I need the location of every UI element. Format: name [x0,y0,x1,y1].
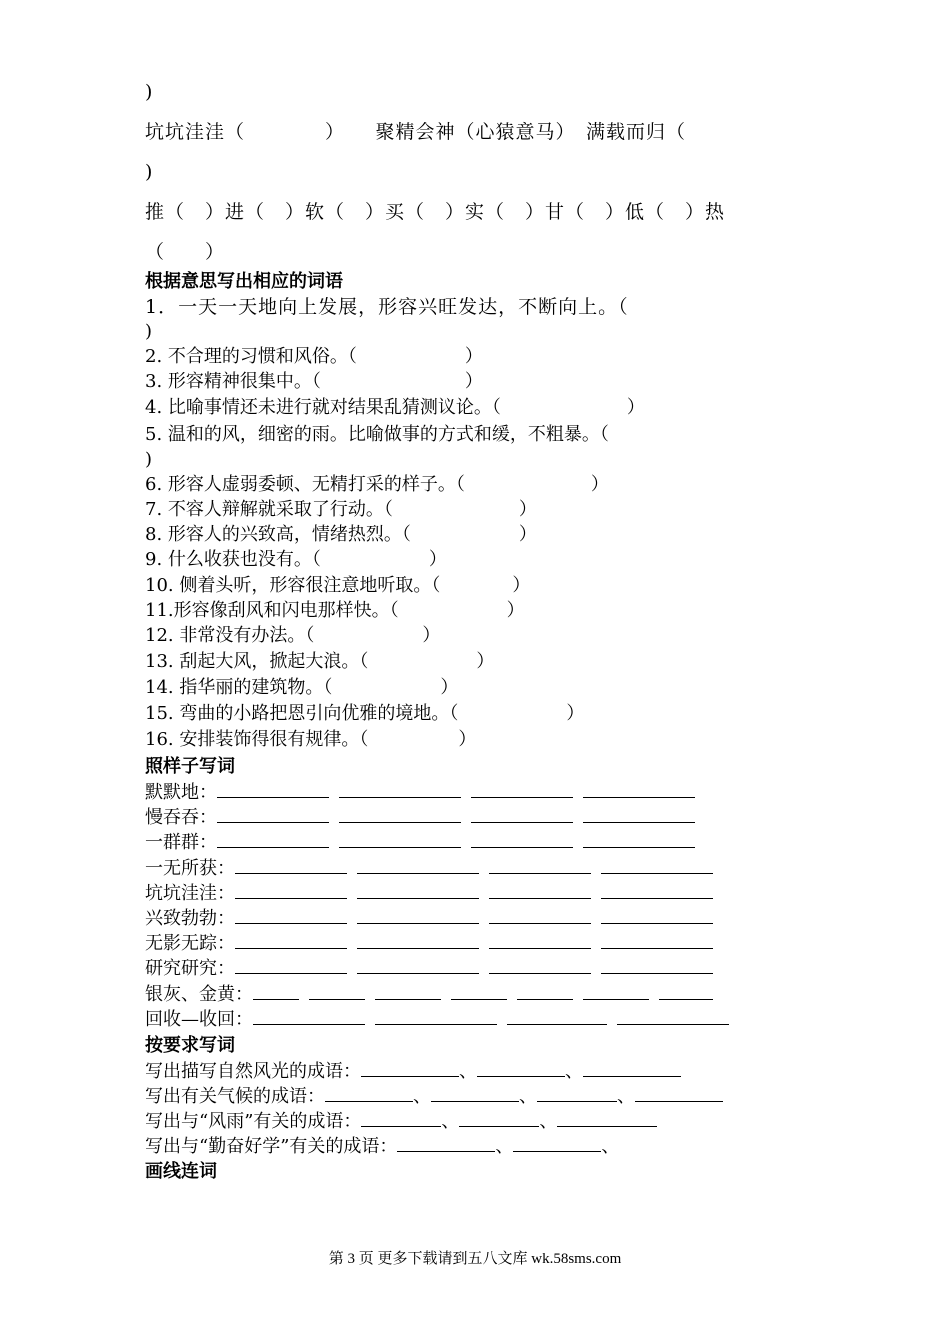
idiom-row [145,1085,733,1109]
blank-line[interactable] [659,983,713,1000]
section-heading: 按要求写词 [145,1035,235,1056]
fill-row [145,882,723,906]
blank-line[interactable] [471,806,573,823]
fill-row [145,907,723,931]
fill-row [145,983,723,1007]
question-item: 11.形容像刮风和闪电那样快。（ ） [145,600,525,621]
fill-row [145,831,705,855]
question-item: 15. 弯曲的小路把恩引向优雅的境地。（ ） [145,703,585,724]
section-heading: 画线连词 [145,1161,217,1182]
fill-row-label: 默默地： [145,782,217,803]
blank-line[interactable] [601,932,713,949]
blank-line[interactable] [253,983,299,1000]
blank-line[interactable] [235,857,347,874]
question-item: 16. 安排装饰得很有规律。（ ） [145,729,477,750]
question-item: 9. 什么收获也没有。（ ） [145,549,447,570]
fill-row-label: 一群群： [145,832,217,853]
separator: 、 [441,1111,460,1132]
question-item: 5. 温和的风，细密的雨。比喻做事的方式和缓，不粗暴。（ [145,424,609,445]
blank-line[interactable] [557,1110,657,1127]
question-item: 8. 形容人的兴致高，情绪热烈。（ ） [145,524,537,545]
blank-line[interactable] [537,1085,617,1102]
blank-line[interactable] [253,1008,365,1025]
blank-line[interactable] [583,831,695,848]
fill-row [145,857,723,881]
page-footer: 第 3 页 更多下载请到五八文库 wk.58sms.com [328,1251,622,1267]
blank-line[interactable] [489,932,591,949]
question-item: 2. 不合理的习惯和风俗。（ ） [145,346,483,367]
blank-line[interactable] [357,957,479,974]
separator: 、 [495,1136,514,1157]
blank-line[interactable] [459,1110,539,1127]
blank-line[interactable] [583,983,649,1000]
separator: 、 [601,1136,620,1157]
blank-line[interactable] [375,983,441,1000]
fill-row-label: 银灰、金黄： [145,984,253,1005]
fill-row-label: 研究研究： [145,958,235,979]
blank-line[interactable] [513,1135,601,1152]
blank-line[interactable] [217,831,329,848]
question-item: 3. 形容精神很集中。（ ） [145,371,483,392]
text-line: 坑坑洼洼（ ） 聚精会神（心猿意马） 满载而归（ [145,121,687,143]
blank-line[interactable] [601,857,713,874]
blank-line[interactable] [361,1110,441,1127]
blank-line[interactable] [235,882,347,899]
fill-row-label: 回收—收回： [145,1009,253,1030]
separator: 、 [539,1111,558,1132]
idiom-row [145,1060,691,1084]
question-item: 4. 比喻事情还未进行就对结果乱猜测议论。（ ） [145,397,645,418]
blank-line[interactable] [339,781,461,798]
blank-line[interactable] [583,1060,681,1077]
question-item: ) [145,321,153,342]
blank-line[interactable] [489,957,591,974]
idiom-row-label: 写出有关气候的成语： [145,1086,325,1107]
blank-line[interactable] [601,882,713,899]
question-item: 6. 形容人虚弱委顿、无精打采的样子。（ ） [145,474,609,495]
text-line: ) [145,161,154,183]
blank-line[interactable] [357,857,479,874]
idiom-row [145,1110,667,1134]
blank-line[interactable] [235,932,347,949]
blank-line[interactable] [235,907,347,924]
fill-row-label: 慢吞吞： [145,807,217,828]
question-item: ) [145,449,153,470]
blank-line[interactable] [471,831,573,848]
idiom-row-label: 写出与“风雨”有关的成语： [145,1111,362,1132]
blank-line[interactable] [309,983,365,1000]
fill-row-label: 无影无踪： [145,933,235,954]
blank-line[interactable] [489,857,591,874]
blank-line[interactable] [339,806,461,823]
question-item: 14. 指华丽的建筑物。（ ） [145,677,459,698]
section-heading: 根据意思写出相应的词语 [145,271,343,292]
section-heading: 照样子写词 [145,756,235,777]
blank-line[interactable] [357,932,479,949]
blank-line[interactable] [471,781,573,798]
fill-row [145,1008,739,1032]
blank-line[interactable] [601,907,713,924]
fill-row-label: 兴致勃勃： [145,908,235,929]
blank-line[interactable] [583,806,695,823]
blank-line[interactable] [517,983,573,1000]
question-item: 10. 侧着头听，形容很注意地听取。（ ） [145,575,531,596]
question-item: 13. 刮起大风，掀起大浪。（ ） [145,651,495,672]
blank-line[interactable] [635,1085,723,1102]
separator: 、 [459,1061,477,1082]
fill-row [145,957,723,981]
separator: 、 [565,1061,583,1082]
blank-line[interactable] [357,882,479,899]
text-line: （ ） [145,241,226,263]
fill-row [145,781,705,805]
blank-line[interactable] [617,1008,729,1025]
blank-line[interactable] [451,983,507,1000]
fill-row [145,932,723,956]
separator: 、 [519,1086,537,1107]
text-line: ) [145,81,154,103]
idiom-row-label: 写出描写自然风光的成语： [145,1061,361,1082]
blank-line[interactable] [217,806,329,823]
question-item: 12. 非常没有办法。（ ） [145,625,441,646]
blank-line[interactable] [431,1085,519,1102]
idiom-row [145,1135,619,1159]
fill-row-label: 坑坑洼洼： [145,883,235,904]
blank-line[interactable] [489,882,591,899]
blank-line[interactable] [235,957,347,974]
blank-line[interactable] [357,907,479,924]
text-line: 推（ ）进（ ）软（ ）买（ ）实（ ）甘（ ）低（ ）热 [145,201,726,223]
blank-line[interactable] [375,1008,497,1025]
blank-line[interactable] [489,907,591,924]
blank-line[interactable] [361,1060,459,1077]
separator: 、 [413,1086,431,1107]
blank-line[interactable] [397,1135,495,1152]
blank-line[interactable] [217,781,329,798]
blank-line[interactable] [339,831,461,848]
blank-line[interactable] [325,1085,413,1102]
blank-line[interactable] [601,957,713,974]
blank-line[interactable] [583,781,695,798]
separator: 、 [617,1086,635,1107]
question-item: 1．一天一天地向上发展，形容兴旺发达，不断向上。（ [145,296,629,318]
question-item: 7. 不容人辩解就采取了行动。（ ） [145,499,537,520]
fill-row [145,806,705,830]
blank-line[interactable] [507,1008,607,1025]
idiom-row-label: 写出与“勤奋好学”有关的成语： [145,1136,398,1157]
blank-line[interactable] [477,1060,565,1077]
fill-row-label: 一无所获： [145,858,235,879]
